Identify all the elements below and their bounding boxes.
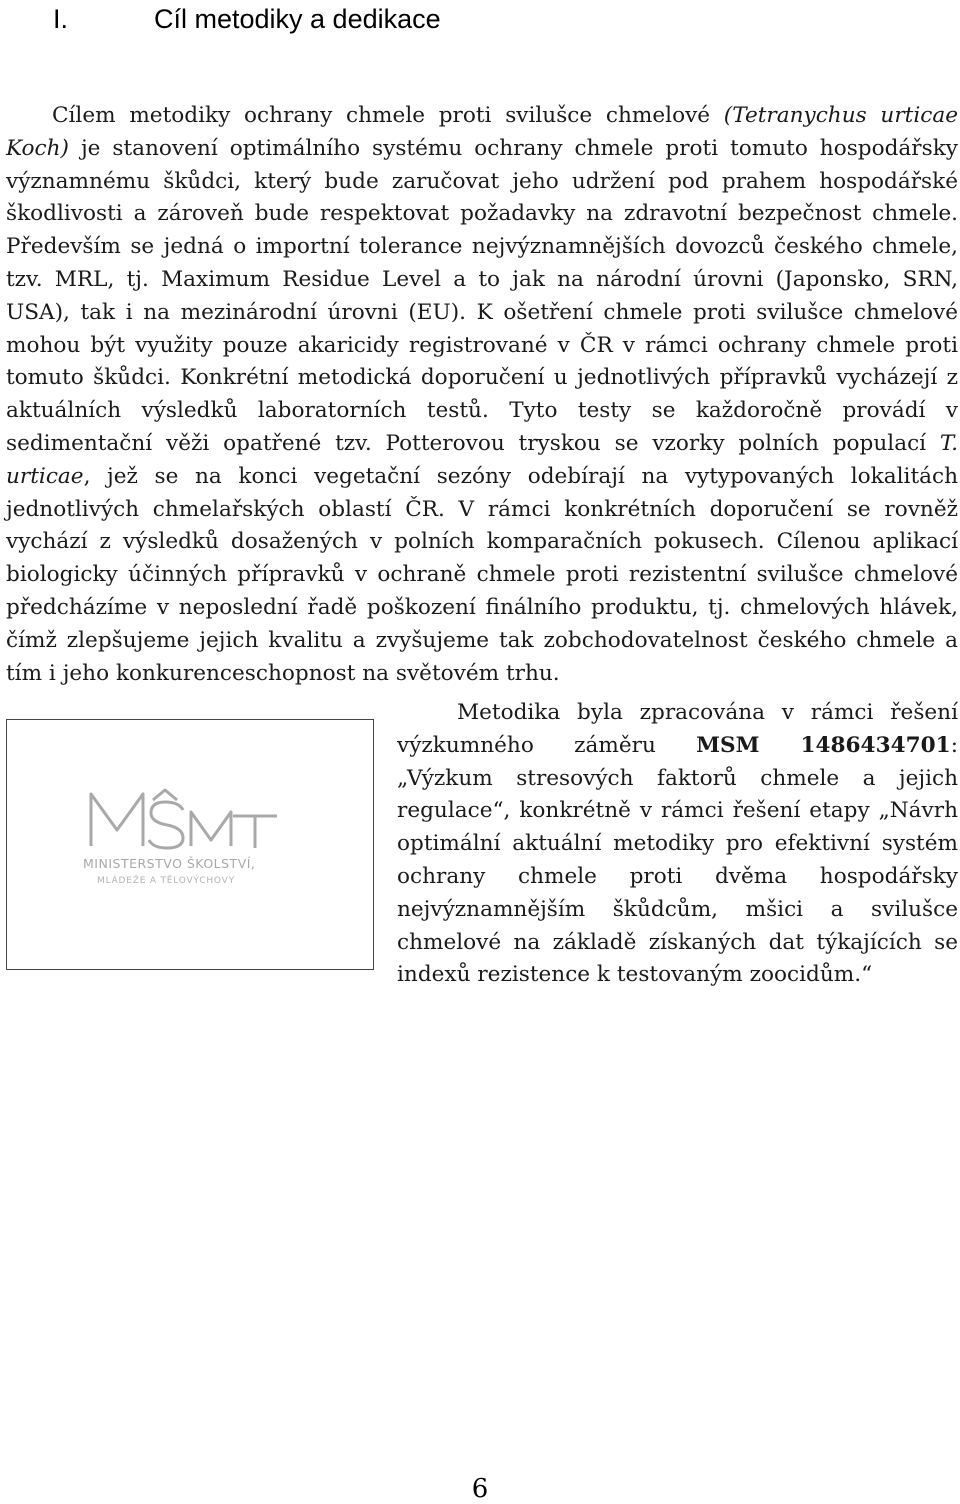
- project-code: MSM 1486434701: [696, 732, 951, 758]
- dedication-text-1: Metodika byla zpracována v rámci řešení výzkumného záměru: [397, 700, 958, 758]
- species-abbrev: T. urticae: [6, 430, 958, 489]
- chapter-heading: [0, 0, 960, 40]
- dedication-paragraph: [397, 697, 958, 992]
- species-name: (Tetranychus urticae Koch): [6, 103, 958, 161]
- logo-letter-m: [91, 794, 143, 846]
- page-number: 6: [471, 1474, 489, 1504]
- logo-caron: [153, 790, 177, 800]
- dedication-text-2: : „Výzkum stresových faktorů chmele a jejich regulace“, konkrétně v rámci řešení etapy „Návrh optimální aktuální metodiky pro efektivní systém ochrany chmele proti dvěma hospodářsky nejvýznamnějším škůdcům, mšici a svilušce chmelové na základě získaných dat týkajících se indexů rezistence k testovaným zoocidům.“: [397, 732, 958, 988]
- logo-letter-t: [233, 816, 277, 848]
- main-paragraph: [6, 100, 958, 690]
- logo-text-line1: MINISTERSTVO ŠKOLSTVÍ,: [83, 856, 256, 871]
- chapter-number: I.: [53, 4, 69, 34]
- paragraph-text-2: je stanovení optimálního systému ochrany chmele proti tomuto hospodářsky významnému škůdci, který bude zaručovat jeho udržení pod prahem hospodářské škodlivosti a zároveň bude respektovat požadavky na zdravotní bezpečnost chmele. Především se jedná o importní tolerance nejvýznamnějších dovozců českého chmele, tzv. MRL, tj. Maximum Residue Level a to jak na národní úrovni (Japonsko, SRN, USA), tak i na mezinárodní úrovni (EU). K ošetření chmele proti svilušce chmelové mohou být využity pouze akaricidy registrované v ČR v rámci ochrany chmele proti tomuto škůdci. Konkrétní metodická doporučení u jednotlivých přípravků vycházejí z aktuálních výsledků laboratorních testů. Tyto testy se každoročně provádí v sedimentační věži opatřené tzv. Potterovou tryskou se vzorky polních populací: [6, 135, 958, 456]
- msmt-logo-icon: [81, 782, 301, 852]
- logo-letter-s: [149, 802, 183, 848]
- logo-letter-m2: [191, 812, 231, 846]
- chapter-title: Cíl metodiky a dedikace: [154, 4, 441, 34]
- logo-text-line2: MLÁDEŽE A TĚLOVÝCHOVY: [97, 876, 235, 886]
- msmt-logo-box: [6, 719, 374, 970]
- paragraph-text-3: , jež se na konci vegetační sezóny odebírají na vytypovaných lokalitách jednotlivých chmelařských oblastí ČR. V rámci konkrétních doporučení se rovněž vychází z výsledků dosažených v polních komparačních pokusech. Cílenou aplikací biologicky účinných přípravků v ochraně chmele proti rezistentní svilušce chmelové předcházíme v neposlední řadě poškození finálního produktu, tj. chmelových hlávek, čímž zlepšujeme jejich kvalitu a zvyšujeme tak zobchodovatelnost českého chmele a tím i jeho konkurenceschopnost na světovém trhu.: [6, 463, 958, 686]
- paragraph-text-1: Cílem metodiky ochrany chmele proti svilušce chmelové: [52, 103, 724, 128]
